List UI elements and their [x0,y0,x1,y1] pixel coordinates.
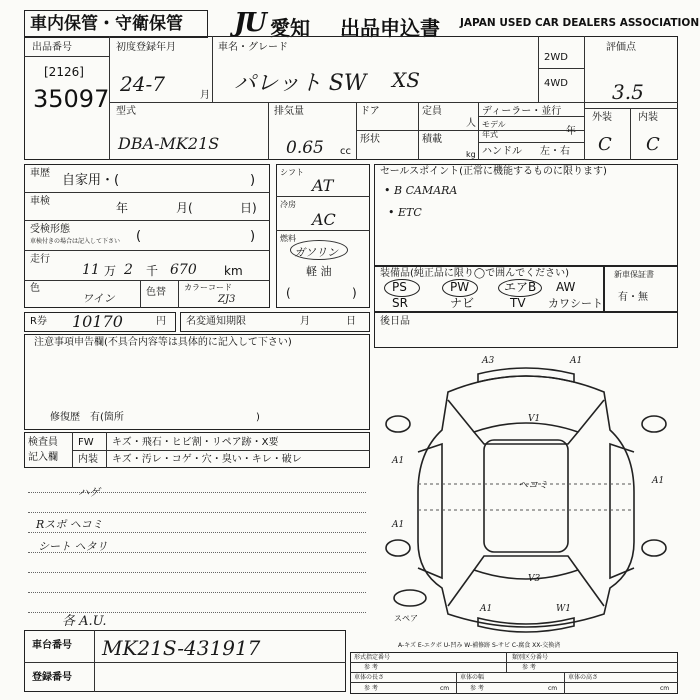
fuel-label: 燃料 [280,234,296,243]
remark-1: ハゲ [78,486,100,499]
spare-tire [394,590,426,606]
lot-label: 出品番号 [32,42,72,53]
recycle-unit: 円 [156,316,166,327]
spec-length: 車体の長さ [354,674,385,681]
equip-tv: TV [510,296,526,310]
drive-4wd: 4WD [544,78,568,89]
load-unit: kg [466,150,476,159]
sales-point-1: • B CAMARA [384,184,458,197]
inspection-label: 車検 [30,196,50,207]
exterior-label: 外装 [592,112,612,123]
wheel-rr [642,540,666,556]
exterior-value: C [598,134,612,155]
spec-ref-2: 参 考 [522,664,536,671]
warranty-label: 新車保証書 [614,270,654,279]
sales-point-2: • ETC [388,206,422,219]
remark-4: 各 A.U. [62,614,107,629]
association-name: JAPAN USED CAR DEALERS ASSOCIATION [460,17,700,29]
remark-2: Rスポ ヘコミ [36,518,103,531]
wheel-fl [386,416,410,432]
model-year-label: モデル [482,120,506,129]
lot-number: 35097 [33,85,110,113]
inspector-label: 検査員 [28,437,58,448]
notes-label: 注意事項申告欄(不具合内容等は具体的に記入して下さい) [34,337,292,348]
model-grade-value: XS [392,68,420,92]
post-date-box [374,312,678,348]
mileage-sen-unit: 千 [146,264,159,278]
fuel-close: ) [352,286,357,300]
repair-history: 修復歴 有(箇所 [50,412,124,423]
inspector-fw-label: FW [78,437,94,448]
warranty-options: 有・無 [618,292,648,303]
spec-ref-4: 参 考 [470,685,484,692]
first-reg-unit: 月 [200,90,210,101]
shape-label: 形状 [360,134,380,145]
damage-mark-dent: ヘコミ [518,480,548,491]
damage-mark-a1-front: A1 [570,356,583,366]
spec-ref-1: 参 考 [364,664,378,671]
mileage-rest: 670 [170,262,197,278]
handle-label: ハンドル [482,146,522,157]
accept-label: 受検形態 [30,224,70,235]
equip-airbag: エアB [504,280,537,294]
repair-history-close: ) [256,412,260,423]
model-year-label-2: 年式 [482,130,498,139]
model-name-value: パレット SW [234,71,367,96]
mileage-sen: 2 [124,262,133,278]
equip-seat: カワシート [548,297,603,310]
damage-mark-a3: A3 [482,356,495,366]
inspector-fw-text: キズ・飛石・ヒビ割・リペア跡・X要 [112,437,279,448]
fuel-value: ガソリン [294,246,338,259]
damage-mark-v1: V1 [528,414,541,424]
inspector-int-text: キズ・汚レ・コゲ・穴・臭い・キレ・破レ [112,454,302,465]
inspector-label-2: 記入欄 [28,452,58,463]
brand-aichi: 愛知 [270,16,310,40]
reg-no-label: 登録番号 [32,672,72,683]
chassis-label: 車台番号 [32,640,72,651]
transfer-label: 名変通知期限 [186,316,246,327]
storage-title: 車内保管・守衛保管 [30,14,183,34]
spec-unit-1: cm [440,685,450,692]
accept-sub: 車検付きの場合は記入して下さい [30,238,121,245]
mileage-unit: km [224,264,243,278]
sales-points-label: セールスポイント(正常に機能するものに限ります) [380,166,607,177]
equip-pw: PW [450,280,470,294]
remark-3: シート ヘタリ [38,540,108,553]
damage-legend: A-キズ E-エクボ U-凹み W-補修跡 S-サビ C-腐食 XX-交換済 [398,642,561,649]
equip-aw: AW [556,280,576,294]
mileage-label: 走行 [30,254,50,265]
spec-ref-3: 参 考 [364,685,378,692]
transfer-month: 月 [300,316,310,327]
door-label: ドア [360,106,380,117]
damage-mark-a1-right: A1 [652,476,665,486]
front-bumper [478,368,574,382]
evaluation-value: 3.5 [612,80,644,104]
damage-mark-v3: V3 [528,574,541,584]
fuel-circle [290,240,348,260]
equipment-label: 装備品(純正品に限り◯で囲んでください) [380,268,569,279]
capacity-unit: 人 [466,118,476,129]
color-value: ワイン [82,292,115,305]
car-diagram [378,352,674,638]
interior-value: C [646,134,660,155]
capacity-label: 定員 [422,106,442,117]
ac-value: AC [312,210,336,229]
load-label: 積載 [422,134,442,145]
shift-value: AT [312,176,334,195]
damage-mark-a1-rear-left: A1 [392,520,405,530]
equip-pw-circle [442,279,478,297]
damage-mark-a1-left: A1 [392,456,405,466]
interior-label: 内装 [638,112,658,123]
ju-logo: JU [234,8,265,38]
first-reg-label: 初度登録年月 [116,42,176,53]
shift-label: シフト [280,168,304,177]
lot-bracket-number: [2126] [44,65,84,79]
history-label: 車歴 [30,168,50,179]
wheel-fr [642,416,666,432]
spec-width: 車体の幅 [460,674,485,681]
history-value: 自家用・( [62,173,120,188]
recycle-value: 10170 [72,312,123,331]
equip-ps-circle [384,279,420,297]
displacement-label: 排気量 [274,106,304,117]
drive-2wd: 2WD [544,52,568,63]
fuel-printed: 軽 油 [306,265,332,278]
recycle-label: R券 [30,316,47,327]
rear-window [474,556,578,579]
damage-mark-a1-rear: A1 [480,604,493,614]
car-roof [484,440,568,552]
history-close: ) [250,173,256,188]
spec-unit-3: cm [660,685,670,692]
dealer-label: ディーラー・並行 [482,106,562,117]
inspector-int-label: 内装 [78,454,98,465]
equip-ps: PS [392,280,407,294]
spare-label: スペア [394,614,418,623]
handle-options: 左・右 [540,146,570,157]
accept-close: ) [250,229,256,244]
car-outline [418,376,634,627]
inspection-year: 年 [116,201,129,215]
color-label: 色 [30,283,40,294]
spec-unit-2: cm [548,685,558,692]
displacement-value: 0.65 [286,138,324,158]
post-date-label: 後日品 [380,316,410,327]
displacement-unit: cc [340,146,351,157]
inspection-day: 日) [240,201,257,215]
model-year-unit: 年 [566,126,576,137]
transfer-day: 日 [346,316,356,327]
spec-class-no: 類別区分番号 [512,654,549,661]
color-code-label: カラーコード [184,283,232,292]
evaluation-label: 評価点 [606,42,636,53]
wheel-rl [386,540,410,556]
color-code-value: ZJ3 [218,294,236,305]
spec-type-no: 形式指定番号 [354,654,391,661]
model-name-label: 車名・グレード [218,42,288,53]
type-code-label: 型式 [116,106,136,117]
mileage-man-unit: 万 [104,264,117,278]
equip-airbag-circle [498,279,542,297]
equip-navi: ナビ [450,296,475,310]
mileage-man: 11 [82,262,100,278]
accept-open: ( [136,229,142,244]
damage-mark-w1: W1 [556,604,571,614]
first-reg-value: 24-7 [120,72,165,96]
ac-label: 冷房 [280,200,296,209]
sheet-title: 出品申込書 [340,16,440,40]
equip-sr: SR [392,296,408,310]
fuel-open: ( [286,286,291,300]
color-change-label: 色替 [146,287,166,298]
inspection-month: 月( [176,201,193,215]
chassis-value: MK21S-431917 [102,636,261,660]
type-code-value: DBA-MK21S [118,134,220,153]
spec-height: 車体の高さ [568,674,599,681]
